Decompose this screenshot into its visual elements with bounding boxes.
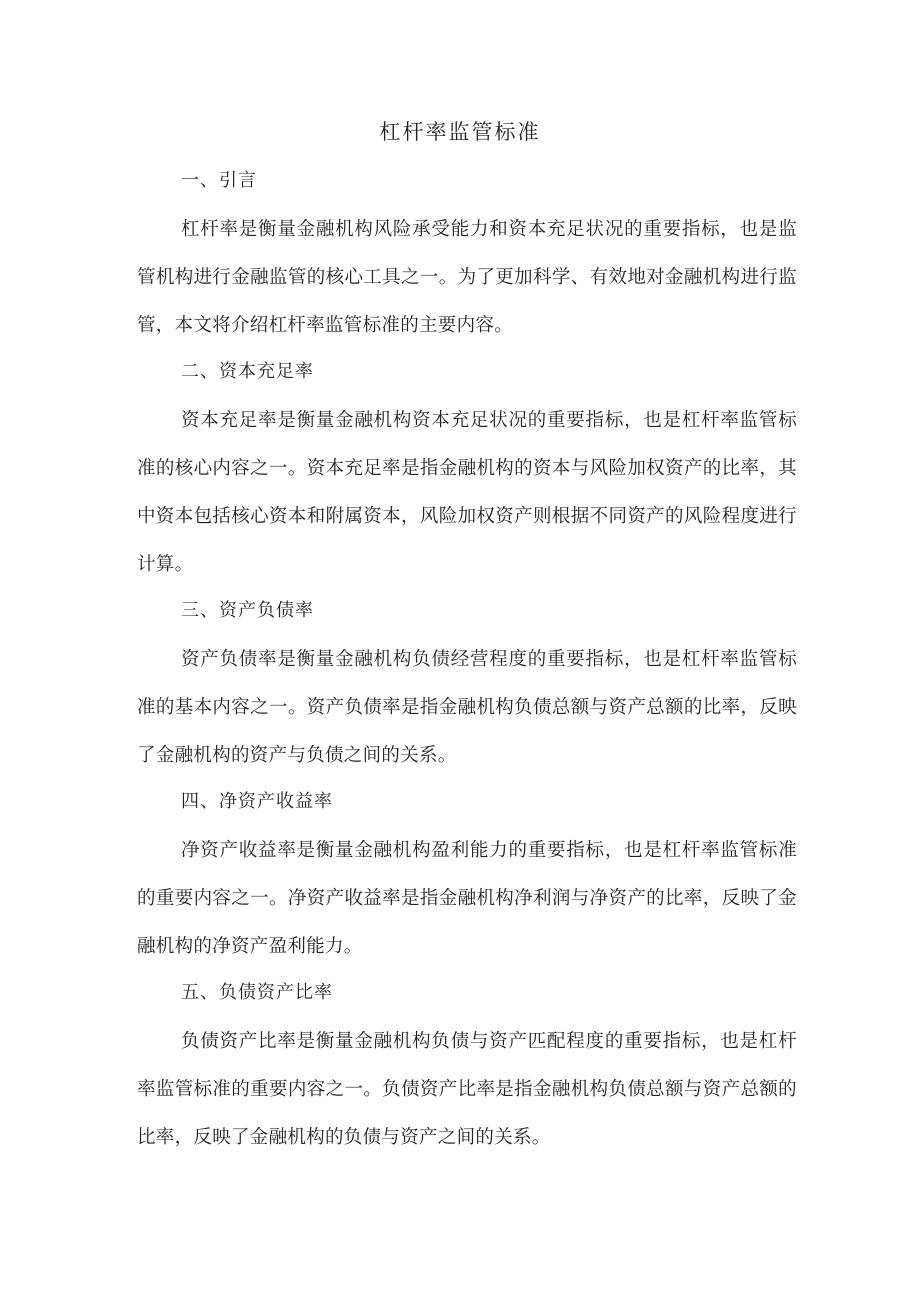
section-heading-asset-liability: 三、资产负债率 <box>181 600 314 621</box>
section-heading-roe: 四、净资产收益率 <box>181 791 333 812</box>
section-body-introduction: 杠杆率是衡量金融机构风险承受能力和资本充足状况的重要指标，也是监管机构进行金融监管的核心工具之一。为了更加科学、有效地对金融机构进行监管，本文将介绍杠杆率监管标准的主要内容。 <box>137 219 797 336</box>
section-heading-introduction: 一、引言 <box>181 170 257 191</box>
section-body-debt-asset-ratio: 负债资产比率是衡量金融机构负债与资产匹配程度的重要指标，也是杠杆率监管标准的重要内容之一。负债资产比率是指金融机构负债总额与资产总额的比率，反映了金融机构的负债与资产之间的关系。 <box>137 1031 797 1148</box>
section-body-roe: 净资产收益率是衡量金融机构盈利能力的重要指标，也是杠杆率监管标准的重要内容之一。净资产收益率是指金融机构净利润与净资产的比率，反映了金融机构的净资产盈利能力。 <box>137 840 797 957</box>
section-heading-capital-adequacy: 二、资本充足率 <box>181 361 314 382</box>
document-title: 杠杆率监管标准 <box>379 120 541 144</box>
section-body-capital-adequacy: 资本充足率是衡量金融机构资本充足状况的重要指标，也是杠杆率监管标准的核心内容之一。资本充足率是指金融机构的资本与风险加权资产的比率，其中资本包括核心资本和附属资本，风险加权资产则根据不同资产的风险程度进行计算。 <box>137 410 797 575</box>
section-heading-debt-asset-ratio: 五、负债资产比率 <box>181 982 333 1003</box>
section-body-asset-liability: 资产负债率是衡量金融机构负债经营程度的重要指标，也是杠杆率监管标准的基本内容之一。资产负债率是指金融机构负债总额与资产总额的比率，反映了金融机构的资产与负债之间的关系。 <box>137 649 797 766</box>
